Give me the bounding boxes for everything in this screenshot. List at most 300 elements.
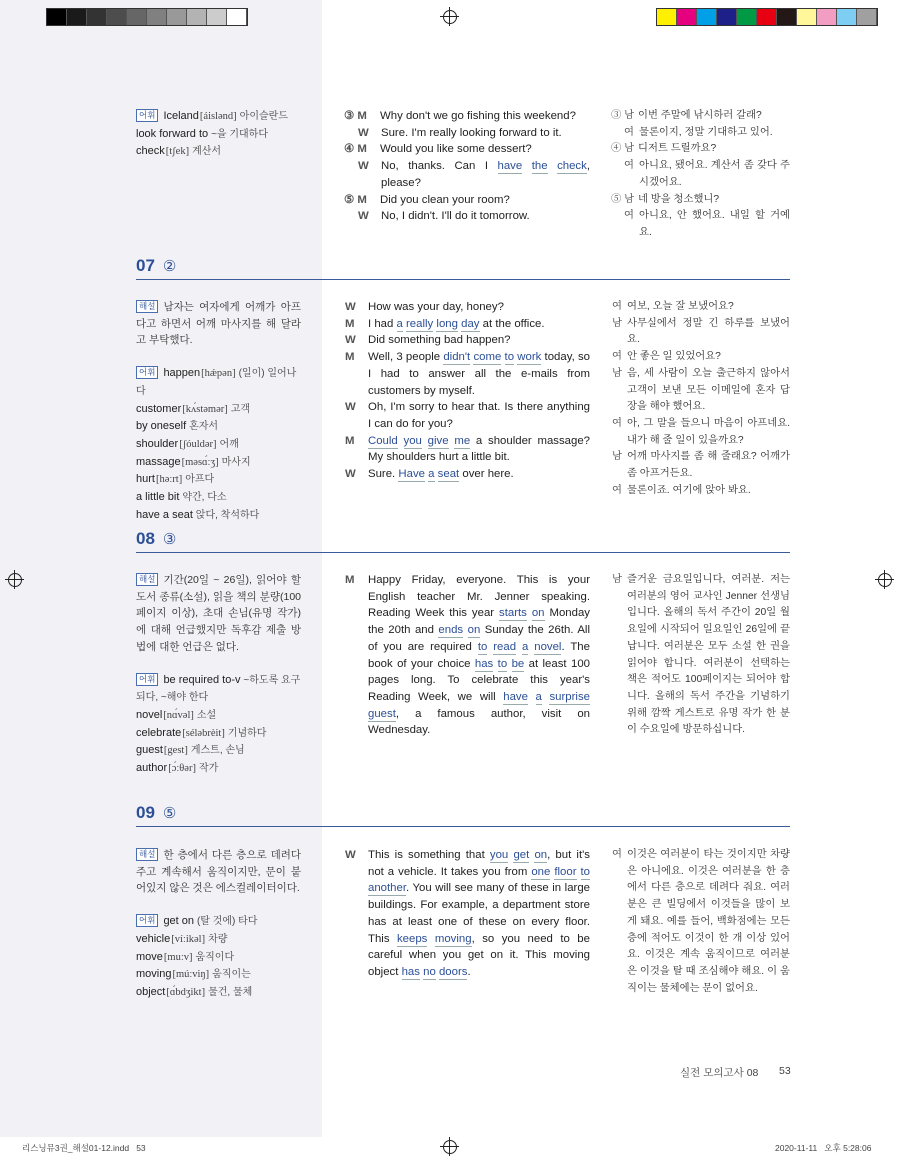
line-text	[380, 108, 590, 125]
vocab-word: happen	[163, 367, 201, 380]
key-phrase: didn't	[443, 351, 471, 364]
dialogue-line	[612, 847, 790, 997]
line-text	[638, 192, 790, 209]
text-segment: , so you need to be careful when you get on it. This moving object	[368, 932, 590, 978]
dialogue-line	[612, 108, 790, 125]
text-segment: , a famous author, visit on Wednesday.	[368, 707, 590, 737]
key-phrase: day	[461, 317, 480, 330]
text-segment: Why don't we go fishing this weekend?	[380, 110, 576, 122]
vocab-list	[136, 672, 301, 778]
dialogue-line	[345, 158, 590, 191]
text-segment	[577, 866, 581, 878]
line-text	[627, 572, 790, 739]
speaker-marker: W	[345, 849, 356, 861]
key-phrase: on	[534, 849, 548, 861]
key-phrase: has	[401, 965, 420, 978]
speaker-marker: W	[345, 401, 356, 414]
vocab-pronunciation: [tʃek]	[165, 146, 190, 158]
key-phrase: Could	[368, 434, 398, 447]
text-segment: 어깨 마사지를 좀 해 줄래요? 어깨가 좀 아프거든요.	[627, 451, 790, 480]
line-text	[368, 572, 590, 739]
section-header	[136, 529, 790, 553]
key-phrase: check	[557, 160, 587, 173]
vocab-meaning: (일이) 일어나다	[136, 368, 297, 397]
dialogue-line	[612, 125, 790, 142]
section-number: 08	[136, 529, 155, 548]
key-phrase: have	[503, 690, 528, 703]
vocab-meaning: 차량	[208, 933, 228, 945]
speaker-marker: 여	[612, 849, 622, 860]
text-segment: . You will see many of these in large buildings. For example, a department store has at least one of these on every floor. This	[368, 882, 590, 945]
color-swatch	[817, 9, 837, 25]
dialogue-line	[345, 466, 590, 483]
english-script	[345, 108, 590, 225]
vocab-pronunciation: [ɔ́ːθər]	[168, 763, 196, 775]
vocab-pronunciation: [hǽpən]	[201, 368, 236, 380]
vocab-item	[136, 108, 301, 126]
speaker-marker: 남	[612, 451, 622, 463]
vocab-word: a little bit	[136, 491, 180, 504]
line-text	[627, 366, 790, 416]
vocab-pronunciation: [gest]	[163, 745, 188, 757]
text-segment: Sure.	[368, 468, 399, 481]
color-swatch	[737, 9, 757, 25]
key-phrase: the	[531, 160, 548, 173]
vocab-item	[136, 742, 301, 760]
speaker-marker: 여	[624, 160, 634, 172]
text-segment: at least 100 pages long. To celebrate this year's Reading Week, we will	[368, 657, 590, 703]
speaker-marker: W	[345, 468, 356, 481]
vocab-word: be required to-v	[163, 673, 241, 686]
key-phrase: a	[521, 640, 529, 653]
dialogue-line	[612, 366, 790, 416]
text-segment: Did you clean your room?	[380, 193, 510, 206]
vocab-meaning: (탈 것에) 타다	[196, 916, 258, 928]
dialogue-line	[345, 299, 590, 316]
vocab-meaning: 물건, 물체	[208, 986, 253, 998]
text-segment: 아니요, 안 했어요. 내일 할 거예요.	[639, 210, 790, 238]
key-phrase: another	[368, 882, 407, 895]
vocab-item	[136, 984, 301, 1002]
line-text	[627, 299, 790, 316]
text-segment: 물론이죠. 여기에 앉아 봐요.	[627, 484, 751, 496]
line-text	[381, 158, 590, 191]
vocab-meaning: 게스트, 손님	[190, 745, 245, 757]
text-segment: 네 방을 청소했니?	[638, 193, 720, 205]
speaker-marker: 여	[612, 417, 622, 429]
text-segment	[522, 160, 532, 172]
key-phrase: one	[531, 865, 551, 878]
text-segment	[507, 658, 511, 670]
vocab-meaning: 계산서	[192, 146, 222, 158]
key-phrase: me	[454, 434, 471, 447]
vocab-item	[136, 707, 301, 725]
speaker-marker: 여	[624, 126, 634, 138]
registration-mark-icon	[878, 573, 892, 587]
key-phrase: on	[531, 607, 545, 620]
notes-column	[136, 572, 301, 778]
text-segment	[493, 658, 497, 670]
speaker-marker: M	[345, 351, 355, 364]
vocab-meaning: 움직이다	[195, 951, 235, 963]
line-text	[627, 349, 790, 366]
vocab-item	[136, 418, 301, 436]
line-text	[380, 141, 590, 158]
gray-swatch	[167, 9, 187, 25]
dialogue-line	[345, 349, 590, 399]
dialogue-line	[345, 332, 590, 349]
text-segment: 안 좋은 일 있었어요?	[627, 351, 721, 363]
speaker-marker: W	[345, 301, 356, 313]
vocab-item	[136, 454, 301, 472]
vocab-word: Iceland	[163, 110, 199, 122]
vocab-meaning: 움직이는	[212, 969, 251, 981]
line-text	[368, 299, 590, 316]
vocab-tag: 어휘	[136, 673, 158, 686]
color-swatch	[837, 9, 857, 25]
gray-swatch	[107, 9, 127, 25]
section-answer: ②	[162, 258, 177, 275]
line-text	[627, 416, 790, 449]
speaker-marker: ⑤ M	[344, 193, 367, 206]
dialogue-line	[345, 847, 590, 981]
text-segment: Oh, I'm sorry to hear that. Is there anything I can do for you?	[368, 401, 590, 430]
vocab-word: massage	[136, 455, 181, 468]
text-segment: 물론이지, 정말 기대하고 있어.	[639, 126, 773, 138]
text-segment: , please?	[381, 160, 590, 189]
speaker-marker: 여	[612, 301, 622, 312]
color-swatch	[757, 9, 777, 25]
key-phrase: surprise	[549, 690, 590, 703]
vocab-word: move	[136, 950, 163, 963]
vocab-pronunciation: [muːv]	[163, 951, 193, 963]
key-phrase: doors	[438, 965, 468, 978]
text-segment: . The book of your choice	[368, 640, 590, 670]
line-text	[639, 125, 790, 142]
key-phrase: come	[473, 351, 502, 364]
vocab-word: have a seat	[136, 508, 193, 521]
vocab-item	[136, 401, 301, 419]
gray-swatch	[187, 9, 207, 25]
key-phrase: seat	[437, 468, 460, 481]
dialogue-line	[345, 572, 590, 739]
korean-script	[612, 108, 790, 242]
dialogue-line	[612, 141, 790, 158]
vocab-meaning: 어깨	[219, 438, 239, 450]
vocab-word: customer	[136, 402, 182, 415]
text-segment: 즐거운 금요일입니다, 여러분. 저는 여러분의 영어 교사인 Jenner 선생님입니다. 올해의 독서 주간이 20일 월요일에 시작되어 일요일인 26일에 끝납니다. 여러분은 모두 소설 한 권을 읽어야 합니다. 여러분이 선택하는 책은 적어도 100페이지는 되어야 합니다. 올해의 독서 주간을 기념하기 위해 깜짝 게스트로 유명 작가 한 분이 수요일에 방문하십니다.	[627, 574, 790, 736]
line-text	[639, 158, 790, 191]
line-text	[638, 141, 790, 158]
explanation-tag: 해설	[136, 300, 158, 313]
speaker-marker: 여	[612, 484, 622, 496]
color-swatch	[677, 9, 697, 25]
speaker-marker: ③ M	[344, 110, 367, 122]
vocab-meaning: ~하도록 요구되다, ~해야 한다	[136, 674, 301, 704]
dialogue-line	[612, 192, 790, 209]
key-phrase: guest	[368, 707, 396, 720]
vocab-item	[136, 143, 301, 161]
color-swatch	[717, 9, 737, 25]
vocab-meaning: 혼자서	[189, 421, 219, 433]
line-text	[368, 433, 590, 466]
color-swatch	[797, 9, 817, 25]
vocab-word: moving	[136, 968, 172, 981]
vocab-item	[136, 507, 301, 525]
dialogue-line	[345, 433, 590, 466]
key-phrase: you	[403, 434, 422, 447]
vocab-word: author	[136, 762, 168, 775]
korean-script	[612, 572, 790, 739]
vocab-word: guest	[136, 744, 163, 757]
vocab-item	[136, 436, 301, 454]
vocab-pronunciation: [víːikəl]	[171, 933, 206, 945]
english-script	[345, 299, 590, 483]
key-phrase: really	[406, 317, 434, 330]
vocab-tag: 어휘	[136, 109, 158, 122]
slug-filename: 리스닝뮤3권_해설01-12.indd 53	[22, 1143, 146, 1153]
english-script	[345, 847, 590, 981]
speaker-marker: W	[345, 334, 356, 347]
line-text	[368, 847, 590, 981]
vocab-meaning: 작가	[198, 763, 219, 775]
vocab-pronunciation: [séləbrèit]	[182, 727, 225, 739]
vocab-word: look forward to	[136, 127, 209, 140]
dialogue-line	[345, 316, 590, 333]
speaker-marker: W	[358, 160, 369, 173]
text-segment: 디저트 드릴까요?	[638, 143, 717, 155]
text-segment	[528, 691, 536, 703]
vocab-item	[136, 126, 301, 144]
vocab-meaning: 앉다, 착석하다	[195, 509, 260, 521]
dialogue-line	[345, 108, 590, 125]
explanation-text: 남자는 여자에게 어깨가 아프다고 하면서 어깨 마사지를 해 달라고 부탁했다.	[136, 301, 301, 347]
registration-mark-icon	[443, 10, 457, 24]
key-phrase: Have	[398, 468, 425, 481]
dialogue-line	[345, 208, 590, 225]
line-text	[368, 466, 590, 483]
text-segment: Sunday the 26th. All of you are required	[368, 624, 590, 653]
speaker-marker: M	[345, 434, 355, 447]
explanation	[136, 572, 301, 656]
registration-mark-icon	[443, 1140, 457, 1154]
vocab-word: object	[136, 985, 166, 998]
dialogue-line	[345, 399, 590, 432]
key-phrase: starts	[499, 607, 527, 620]
section-number: 07	[136, 256, 155, 275]
vocab-item	[136, 365, 301, 400]
key-phrase: to	[580, 865, 590, 878]
key-phrase: on	[467, 624, 481, 637]
slug-date: 2020-11-11 오후 5:28:06	[775, 1143, 872, 1153]
line-text	[368, 332, 590, 349]
text-segment: 아, 그 말을 들으니 마음이 아프네요. 내가 해 줄 일이 있을까요?	[627, 417, 790, 446]
speaker-marker: 남	[612, 574, 622, 585]
text-segment: .	[467, 965, 471, 978]
vocab-item	[136, 913, 301, 931]
speaker-marker: M	[345, 574, 355, 586]
vocab-word: hurt	[136, 473, 155, 486]
line-text	[627, 449, 790, 482]
vocab-meaning: 약간, 다소	[182, 492, 227, 504]
color-swatch	[657, 9, 677, 25]
key-phrase: a	[396, 317, 403, 330]
dialogue-line	[612, 449, 790, 482]
text-segment: Did something bad happen?	[368, 334, 511, 347]
vocab-pronunciation: [məsɑ́ːʒ]	[181, 456, 219, 468]
vocab-pronunciation: [nɑ́vəl]	[163, 709, 194, 721]
notes-column	[136, 108, 301, 161]
line-text	[381, 208, 590, 225]
line-text	[368, 316, 590, 333]
vocab-pronunciation: [múːviŋ]	[172, 969, 210, 981]
vocab-list	[136, 913, 301, 1002]
vocab-meaning: 마사지	[221, 456, 251, 468]
dialogue-line	[612, 349, 790, 366]
vocab-meaning: 고객	[230, 403, 251, 415]
key-phrase: have	[497, 160, 523, 173]
key-phrase: moving	[434, 932, 472, 945]
vocab-tag: 어휘	[136, 366, 158, 379]
line-text	[627, 847, 790, 997]
explanation-text: 한 층에서 다른 층으로 데려다주고 계속해서 움직이지만, 문이 붙어있지 않은 것은 에스컬레이터이다.	[136, 849, 301, 895]
dialogue-line	[345, 125, 590, 142]
color-bar	[656, 8, 878, 26]
text-segment: Well, 3 people	[368, 351, 444, 364]
text-segment: No, thanks. Can I	[381, 160, 498, 173]
dialogue-line	[345, 192, 590, 209]
key-phrase: ends	[438, 624, 464, 637]
vocab-tag: 어휘	[136, 914, 158, 927]
key-phrase: you	[489, 849, 509, 861]
key-phrase: get	[513, 849, 530, 861]
explanation-text: 기간(20일 ~ 26일), 읽어야 할 도서 종류(소설), 읽을 책의 분량(100페이지 이상), 초대 손님(유명 작가)에 대해 언급했지만 독후감 제출 방법에 대한 언급은 없다.	[136, 574, 301, 653]
vocab-word: vehicle	[136, 932, 171, 945]
key-phrase: a	[535, 690, 542, 703]
vocab-word: celebrate	[136, 726, 182, 739]
dialogue-line	[612, 483, 790, 500]
korean-script	[612, 299, 790, 499]
explanation-tag: 해설	[136, 573, 158, 586]
line-text	[627, 483, 790, 500]
text-segment	[427, 933, 434, 945]
gray-swatch	[87, 9, 107, 25]
speaker-marker: 여	[624, 210, 634, 222]
text-segment: 이번 주말에 낚시하러 갈래?	[638, 110, 762, 121]
notes-column	[136, 299, 301, 524]
key-phrase: keeps	[396, 932, 428, 945]
vocab-pronunciation: [həːrt]	[155, 474, 183, 486]
gray-swatch	[47, 9, 67, 25]
dialogue-line	[612, 572, 790, 739]
key-phrase: floor	[554, 865, 577, 878]
vocab-item	[136, 471, 301, 489]
text-segment: Happy Friday, everyone. This is your English teacher Mr. Jenner speaking. Reading Week this year	[368, 574, 590, 620]
speaker-marker: ⑤ 남	[611, 193, 635, 205]
key-phrase: no	[423, 965, 436, 978]
text-segment: I had	[368, 317, 397, 330]
vocab-pronunciation: [áislənd]	[199, 111, 237, 122]
section-header	[136, 803, 790, 827]
vocab-meaning: 아프다	[185, 474, 215, 486]
gray-swatch	[67, 9, 87, 25]
english-script	[345, 572, 590, 739]
gray-swatch	[227, 9, 247, 25]
explanation	[136, 847, 301, 897]
vocab-word: novel	[136, 708, 163, 721]
notes-column	[136, 847, 301, 1002]
dialogue-line	[612, 208, 790, 241]
text-segment: This is something that	[368, 849, 490, 861]
dialogue-line	[612, 416, 790, 449]
text-segment	[548, 160, 558, 172]
text-segment	[422, 435, 428, 447]
vocab-meaning: ~을 기대하다	[211, 128, 268, 140]
speaker-marker: W	[358, 126, 369, 139]
explanation-tag: 해설	[136, 848, 158, 861]
dialogue-line	[612, 158, 790, 191]
key-phrase: give	[427, 434, 449, 447]
line-text	[381, 125, 590, 142]
vocab-word: by oneself	[136, 420, 187, 433]
color-swatch	[857, 9, 877, 25]
section-answer: ③	[162, 531, 177, 548]
vocab-item	[136, 949, 301, 967]
vocab-item	[136, 760, 301, 778]
text-segment: No, I didn't. I'll do it tomorrow.	[381, 210, 530, 223]
key-phrase: to	[477, 640, 488, 653]
line-text	[380, 192, 590, 209]
text-segment: 아니요, 됐어요. 계산서 좀 갖다 주시겠어요.	[639, 160, 790, 188]
gray-swatch	[127, 9, 147, 25]
key-phrase: to	[497, 657, 508, 670]
section-answer: ⑤	[162, 805, 177, 822]
dialogue-line	[612, 299, 790, 316]
text-segment: 사무실에서 정말 긴 하루를 보냈어요.	[627, 317, 790, 346]
text-segment: 이것은 여러분이 타는 것이지만 차량은 아니에요. 이것은 여러분을 한 층에서 다른 층으로 데려다 줘요. 여러분은 큰 빌딩에서 이것들을 많이 보게 돼요. 예를 들어, 백화점에는 모든 층에 적어도 이것이 한 개 이상 있어요. 이것은 계속 움직이므로 여러분은 이것을 탈 때 조심해야 해요. 이 움직이는 물체에는 문이 없어요.	[627, 849, 790, 994]
explanation	[136, 299, 301, 349]
line-text	[368, 349, 590, 399]
color-swatch	[777, 9, 797, 25]
key-phrase: work	[517, 351, 542, 364]
line-text	[627, 316, 790, 349]
speaker-marker: M	[345, 317, 355, 330]
korean-script	[612, 847, 790, 997]
line-text	[368, 399, 590, 432]
text-segment: Sure. I'm really looking forward to it.	[381, 126, 562, 139]
vocab-word: get on	[163, 915, 195, 928]
vocab-pronunciation: [ʃóuldər]	[179, 438, 217, 450]
line-text	[638, 108, 790, 125]
vocab-list	[136, 108, 301, 161]
vocab-meaning: 기념하다	[227, 727, 267, 739]
text-segment	[398, 435, 404, 447]
speaker-marker: ③ 남	[611, 110, 635, 121]
key-phrase: be	[511, 657, 525, 670]
text-segment: Would you like some dessert?	[380, 143, 532, 156]
speaker-marker: 남	[612, 317, 622, 329]
gray-swatch	[207, 9, 227, 25]
text-segment	[463, 624, 467, 636]
speaker-marker: 남	[612, 367, 622, 379]
section-header	[136, 256, 790, 280]
text-segment: a shoulder massage? My shoulders hurt a little bit.	[368, 434, 591, 464]
vocab-item	[136, 725, 301, 743]
page-number: 53	[779, 1065, 791, 1077]
speaker-marker: ④ M	[344, 143, 367, 156]
speaker-marker: ④ 남	[611, 143, 635, 155]
key-phrase: a	[428, 468, 435, 481]
